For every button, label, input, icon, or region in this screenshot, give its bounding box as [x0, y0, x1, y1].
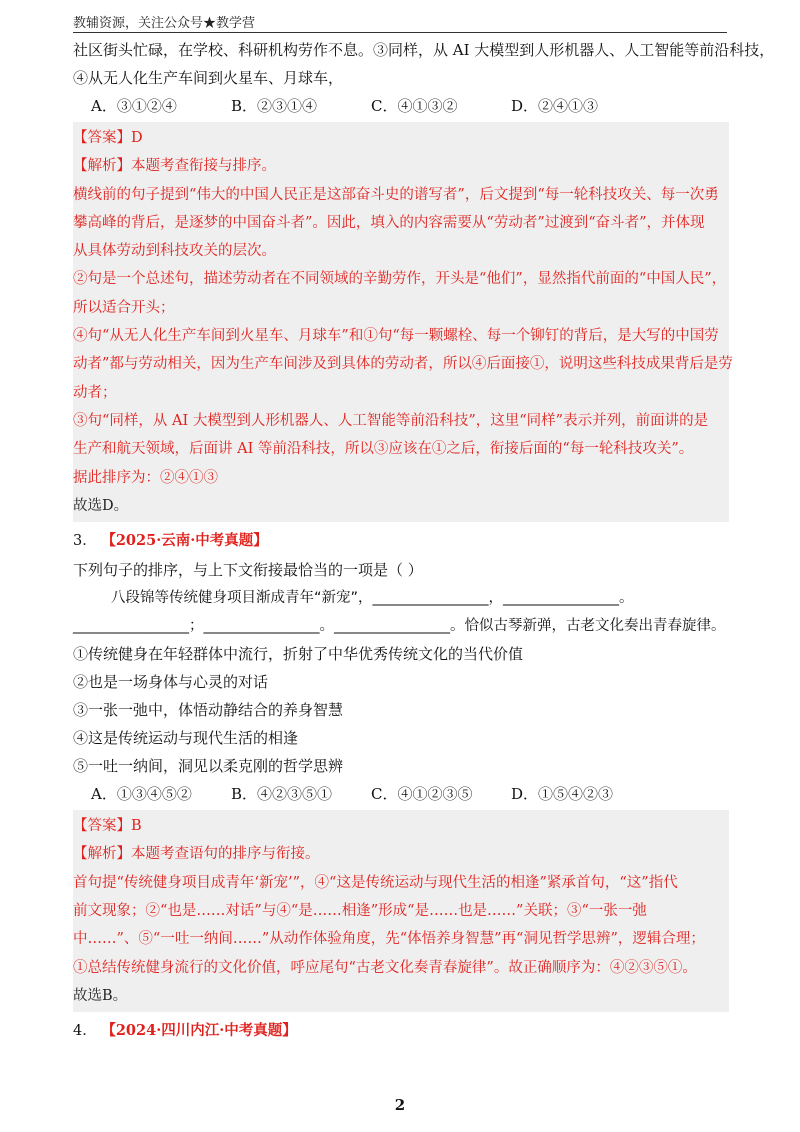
final-answer: 故选B。: [73, 987, 128, 1004]
question-source: 【2024·四川内江·中考真题】: [101, 1022, 297, 1040]
option-d: D．①⑤④②③: [511, 785, 614, 804]
analysis-line: ②句是一个总述句，描述劳动者在不同领域的辛勤劳作，开头是“他们”，显然指代前面的“中国人民”，: [73, 271, 727, 288]
passage-line: ________________；________________。________________。恰似古琴新弹，古老文化奏出青春旋律。: [73, 618, 726, 635]
analysis-line: ①总结传统健身流行的文化价值，呼应尾句“古老文化奏青春旋律”。故正确顺序为：④②③⑤①。: [73, 959, 697, 976]
page-number: 2: [394, 1096, 406, 1114]
options-row: [73, 92, 729, 120]
answer-block-3: [73, 810, 729, 1012]
header-text: 教辅资源，关注公众号★教学营: [73, 16, 256, 31]
analysis-line: 从具体劳动到科技攻关的层次。: [73, 243, 276, 260]
option-c: C．④①②③⑤: [371, 785, 473, 804]
question-number: 4．: [73, 1023, 97, 1040]
analysis-line: 横线前的句子提到“伟大的中国人民正是这部奋斗史的谱写者”，后文提到“每一轮科技攻关、每一次勇: [73, 186, 719, 203]
analysis-line: 攀高峰的背后，是逐梦的中国奋斗者”。因此，填入的内容需要从“劳动者”过渡到“奋斗者”，并体现: [73, 214, 705, 231]
sentence-item: ⑤一吐一纳间，洞见以柔克刚的哲学思辨: [73, 757, 344, 776]
analysis-line: 首句提“传统健身项目成青年‘新宠’”，④“这是传统运动与现代生活的相逢”紧承首句，“这”指代: [73, 874, 678, 891]
question-source: 【2025·云南·中考真题】: [101, 532, 268, 550]
option-a: A．①③④⑤②: [91, 785, 192, 804]
question-2-tail: [73, 36, 775, 120]
question-number: 3．: [73, 533, 97, 550]
text-line: 社区街头忙碌，在学校、科研机构劳作不息。③同样，从 AI 大模型到人形机器人、人工智能等前沿科技，: [73, 41, 775, 59]
sentence-item: ④这是传统运动与现代生活的相逢: [73, 729, 299, 748]
question-stem: 下列句子的排序，与上下文衔接最恰当的一项是（ ）: [73, 561, 423, 580]
analysis-line: 动者；: [73, 384, 117, 401]
option-b: B．②③①④: [231, 97, 318, 115]
passage-line: 八段锦等传统健身项目渐成青年“新宠”，________________，________________。: [111, 590, 634, 607]
analysis-label: 【解析】本题考查衔接与排序。: [73, 158, 276, 175]
analysis-line: ④句“从无人化生产车间到火星车、月球车”和①句“每一颗螺栓、每一个铆钉的背后，是大写的中国劳: [73, 328, 719, 345]
header-divider: [73, 32, 727, 33]
option-c: C．④①③②: [371, 97, 458, 115]
analysis-line: 中……”、⑤“一吐一纳间……”从动作体验角度，先“体悟养身智慧”再“洞见哲学思辨”，逻辑合理；: [73, 931, 705, 948]
analysis-line: 动者”都与劳动相关，因为生产车间涉及到具体的劳动者，所以④后面接①，说明这些科技成果背后是劳: [73, 356, 733, 373]
sentence-item: ③一张一弛中，体悟动静结合的养身智慧: [73, 701, 344, 720]
question-4-header: [73, 1016, 729, 1046]
sentence-item: ①传统健身在年轻群体中流行，折射了中华优秀传统文化的当代价值: [73, 645, 524, 664]
option-a: A．③①②④: [91, 97, 177, 115]
answer-label: 【答案】D: [73, 130, 143, 146]
analysis-line: 所以适合开头；: [73, 299, 175, 316]
page-content: [73, 36, 775, 1046]
option-d: D．②④①③: [511, 97, 599, 115]
sentence-item: ②也是一场身体与心灵的对话: [73, 673, 269, 692]
option-b: B．④②③⑤①: [231, 785, 333, 804]
answer-label: 【答案】B: [73, 818, 142, 835]
answer-block-2: [73, 122, 733, 522]
text-line: ④从无人化生产车间到火星车、月球车，: [73, 69, 344, 87]
analysis-line: ③句“同样，从 AI 大模型到人形机器人、人工智能等前沿科技”，这里“同样”表示并列，前面讲的是: [73, 412, 709, 429]
analysis-line: 前文现象；②“也是……对话”与④“是……相逢”形成“是……也是……”关联；③“一张一弛: [73, 903, 647, 920]
analysis-line: 据此排序为：②④①③: [73, 469, 218, 486]
final-answer: 故选D。: [73, 497, 129, 514]
options-row: [73, 780, 729, 808]
analysis-label: 【解析】本题考查语句的排序与衔接。: [73, 846, 320, 863]
analysis-line: 生产和航天领域，后面讲 AI 等前沿科技，所以③应该在①之后，衔接后面的“每一轮科技攻关”。: [73, 441, 694, 458]
question-3-header: [73, 526, 729, 556]
